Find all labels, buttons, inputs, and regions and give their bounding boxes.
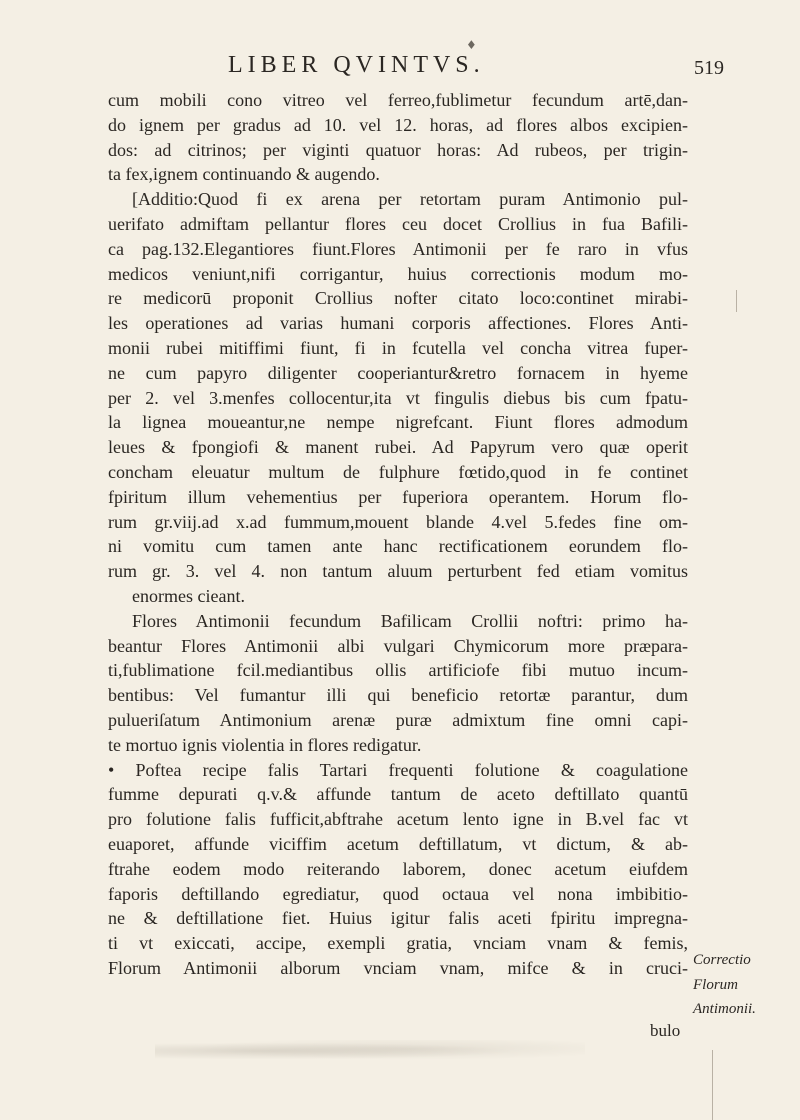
margin-note: Florum: [693, 977, 738, 993]
text-line: concham eleuatur multum de fulphure fœtido,quod in fe continet: [108, 461, 688, 482]
text-line: Flores Antimonii fecundum Bafilicam Crollii noftri: primo ha-: [132, 610, 688, 631]
text-line: fpiritum illum vehementius per fuperiora operantem. Horum flo-: [108, 486, 688, 507]
text-line: ca pag.132.Elegantiores fiunt.Flores Antimonii per fe raro in vfus: [108, 238, 688, 259]
text-line: beantur Flores Antimonii albi vulgari Chymicorum more præpara-: [108, 635, 688, 656]
text-line: faporis deftillando egrediatur, quod octaua vel nona imbibitio-: [108, 883, 688, 904]
text-line: medicos veniunt,nifi corrigantur, huius correctionis modum mo-: [108, 263, 688, 284]
catchword: bulo: [650, 1021, 681, 1040]
text-line: euaporet, affunde viciffim acetum deftillatum, vt dictum, & ab-: [108, 833, 688, 854]
text-line: do ignem per gradus ad 10. vel 12. horas, ad flores albos excipien-: [108, 114, 688, 135]
text-line: monii rubei mitiffimi fiunt, fi in fcutella vel concha vitrea fuper-: [108, 337, 688, 358]
margin-note: Antimonii.: [693, 1001, 756, 1017]
text-line: ne & deftillatione fiet. Huius igitur falis aceti fpiritu impregna-: [108, 908, 688, 929]
text-line: bentibus: Vel fumantur illi qui beneficio retortæ parantur, dum: [108, 685, 688, 706]
text-line: fumme depurati q.v.& affunde tantum de aceto deftillato quantū: [108, 784, 688, 805]
ornament-mark: ♦: [466, 38, 477, 52]
text-line: pulueriſatum Antimonium arenæ puræ admixtum fine omni capi-: [108, 709, 688, 730]
ink-smudge: [155, 1040, 585, 1062]
running-head: LIBER QVINTVS.: [228, 52, 485, 78]
body-text: [108, 88, 688, 981]
text-line: re medicorū proponit Crollius nofter citato loco:continet mirabi-: [108, 288, 688, 309]
text-line: dos: ad citrinos; per viginti quatuor horas: Ad rubeos, per trigin-: [108, 139, 688, 160]
text-line: ti,fublimatione fcil.mediantibus ollis artificiofe fibi mutuo incum-: [108, 660, 688, 681]
text-line: les operationes ad varias humani corporis affectiones. Flores Anti-: [108, 313, 688, 334]
text-line: cum mobili cono vitreo vel ferreo,fublimetur fecundum artē,dan-: [108, 90, 688, 110]
text-line: te mortuo ignis violentia in flores redigatur.: [108, 734, 422, 755]
text-line: rum gr.viij.ad x.ad fummum,mouent blande 4.vel 5.fedes fine om-: [108, 511, 688, 532]
text-line: pro folutione falis fufficit,abftrahe acetum lento igne in B.vel fac vt: [108, 809, 688, 830]
text-line: la lignea moueantur,ne nempe nigrefcant. Fiunt flores admodum: [108, 412, 688, 433]
text-line: ta fex,ignem continuando & augendo.: [108, 164, 380, 185]
text-line: rum gr. 3. vel 4. non tantum aluum perturbent fed etiam vomitus: [108, 561, 688, 582]
text-line: uerifato admiftam pellantur flores ceu docet Crollius in fua Bafili-: [108, 213, 688, 234]
text-line: per 2. vel 3.menfes collocentur,ita vt fingulis diebus bis cum fpatu-: [108, 387, 688, 408]
text-line: ne cum papyro diligenter cooperiantur&retro fornacem in hyeme: [108, 362, 688, 383]
margin-note: Correctio: [693, 952, 751, 968]
text-line: ti vt exiccati, accipe, exempli gratia, vnciam vnam & femis,: [108, 933, 688, 954]
page-number: 519: [694, 57, 724, 79]
text-line: ftrahe eodem modo reiterando laborem, donec acetum eiufdem: [108, 858, 688, 879]
paper-mark: [736, 290, 737, 312]
text-line: Florum Antimonii alborum vnciam vnam, mifce & in cruci-: [108, 957, 688, 978]
text-line: leues & fpongiofi & manent rubei. Ad Papyrum vero quæ operit: [108, 437, 688, 458]
text-line: [Additio:Quod fi ex arena per retortam puram Antimonio pul-: [132, 189, 688, 210]
text-line: enormes cieant.: [132, 585, 245, 606]
text-line: • Poftea recipe falis Tartari frequenti folutione & coagulatione: [108, 759, 688, 780]
paper-crease: [712, 1050, 713, 1120]
text-line: ni vomitu cum tamen ante hanc rectificationem eorundem flo-: [108, 536, 688, 557]
